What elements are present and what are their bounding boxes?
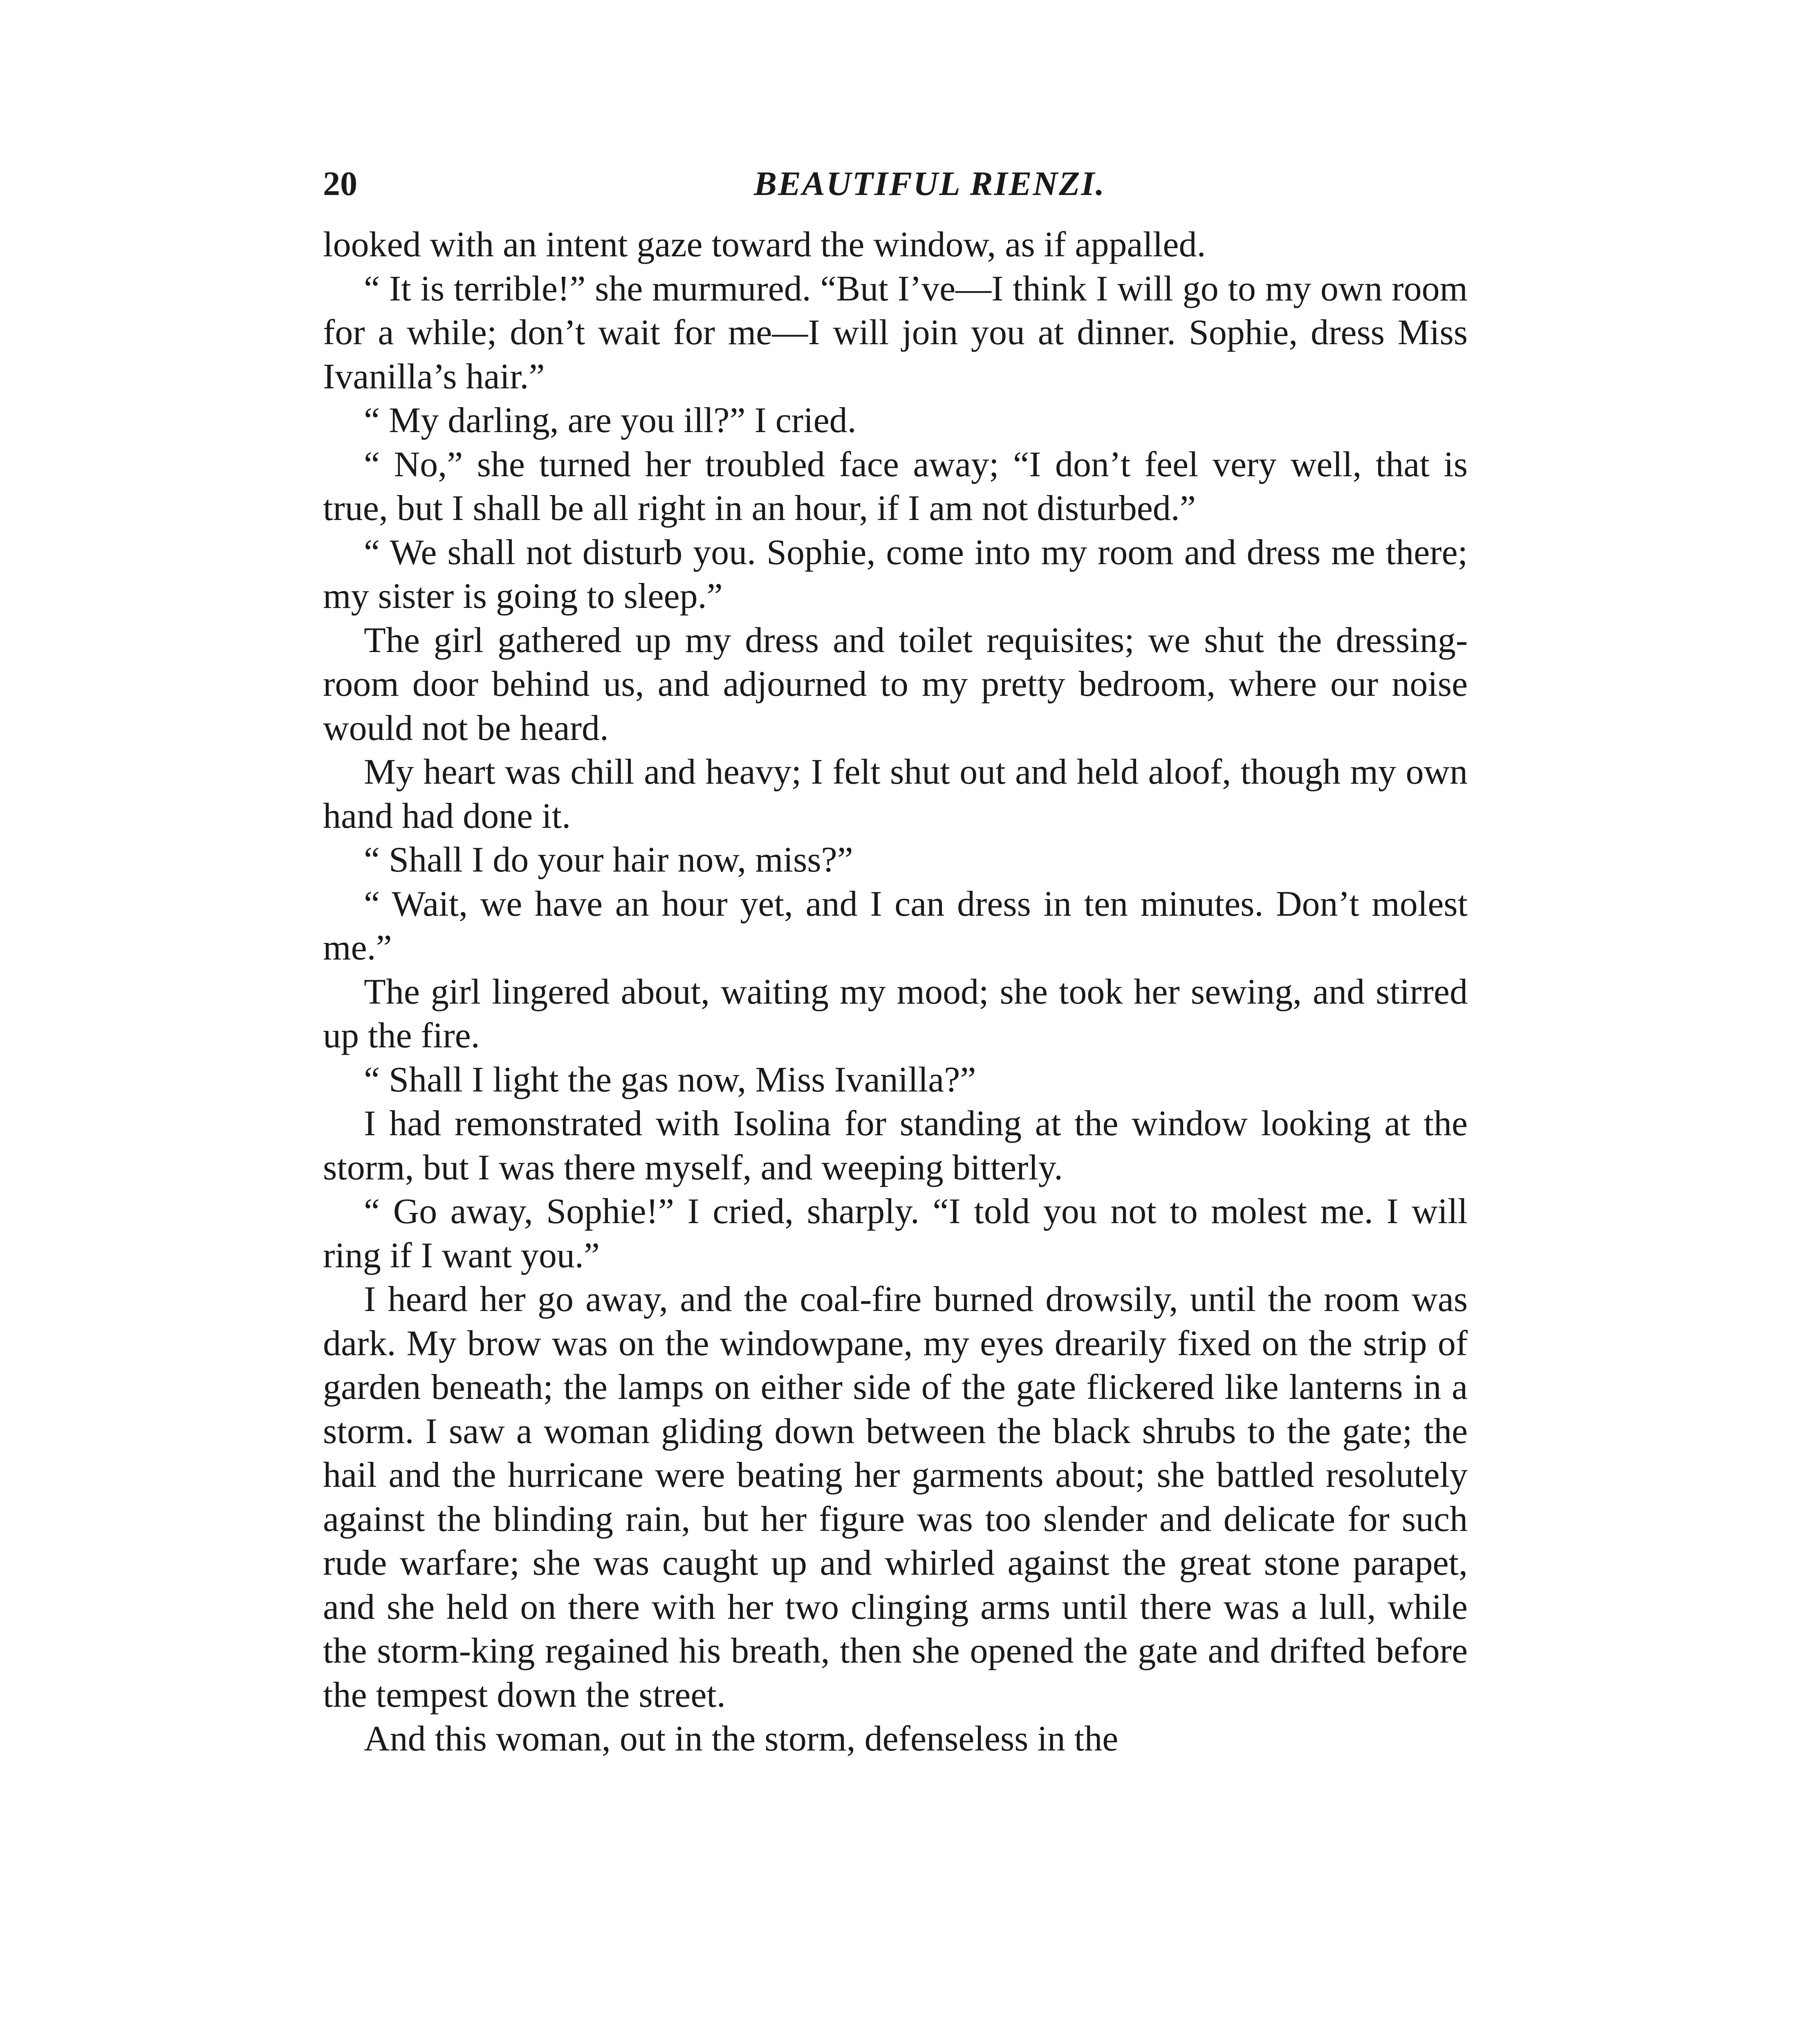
paragraph: My heart was chill and heavy; I felt shut out and held aloof, though my own hand had done it.	[323, 752, 1468, 836]
paragraph: “ No,” she turned her troubled face away; “I don’t feel very well, that is true, but I shall be all right in an hour, if I am not disturbed.”	[323, 444, 1468, 528]
running-title: BEAUTIFUL RIENZI.	[754, 165, 1106, 203]
paragraph: “ Go away, Sophie!” I cried, sharply. “I told you not to molest me. I will ring if I want you.”	[323, 1192, 1468, 1275]
paragraph: The girl lingered about, waiting my mood; she took her sewing, and stirred up the fire.	[323, 972, 1468, 1056]
paragraph: looked with an intent gaze toward the window, as if appalled.	[323, 225, 1206, 264]
paragraph: The girl gathered up my dress and toilet requisites; we shut the dressing-room door behind us, and adjourned to my pretty bedroom, where our noise would not be heard.	[323, 620, 1468, 748]
paragraph: “ My darling, are you ill?” I cried.	[364, 401, 856, 440]
paragraph: I heard her go away, and the coal-fire burned drowsily, until the room was dark. My brow was on the windowpane, my eyes drearily fixed on the strip of garden beneath; the lamps on either side of the gate flickered like lanterns in a storm. I saw a woman gliding down between the black shrubs to the gate; the hail and the hurricane were beating her garments about; she battled resolutely against the blinding rain, but her figure was too slender and delicate for such rude warfare; she was caught up and whirled against the great stone parapet, and she held on there with her two clinging arms until there was a lull, while the storm-king regained his breath, then she opened the gate and drifted before the tempest down the street.	[323, 1280, 1468, 1715]
paragraph: “ We shall not disturb you. Sophie, come into my room and dress me there; my sister is going to sleep.”	[323, 532, 1468, 616]
paragraph: “ Wait, we have an hour yet, and I can dress in ten minutes. Don’t molest me.”	[323, 884, 1468, 968]
body-text	[323, 223, 1468, 2044]
page-number: 20	[323, 165, 357, 203]
paragraph: “ It is terrible!” she murmured. “But I’ve—I think I will go to my own room for a while; don’t wait for me—I will join you at dinner. Sophie, dress Miss Ivanilla’s hair.”	[323, 269, 1468, 397]
paragraph: And this woman, out in the storm, defenseless in the	[364, 1719, 1119, 1759]
paragraph: “ Shall I do your hair now, miss?”	[364, 840, 853, 880]
page-header	[323, 161, 1468, 211]
paragraph: “ Shall I light the gas now, Miss Ivanilla?”	[364, 1060, 976, 1100]
paragraph: I had remonstrated with Isolina for standing at the window looking at the storm, but I was there myself, and weeping bitterly.	[323, 1104, 1468, 1188]
